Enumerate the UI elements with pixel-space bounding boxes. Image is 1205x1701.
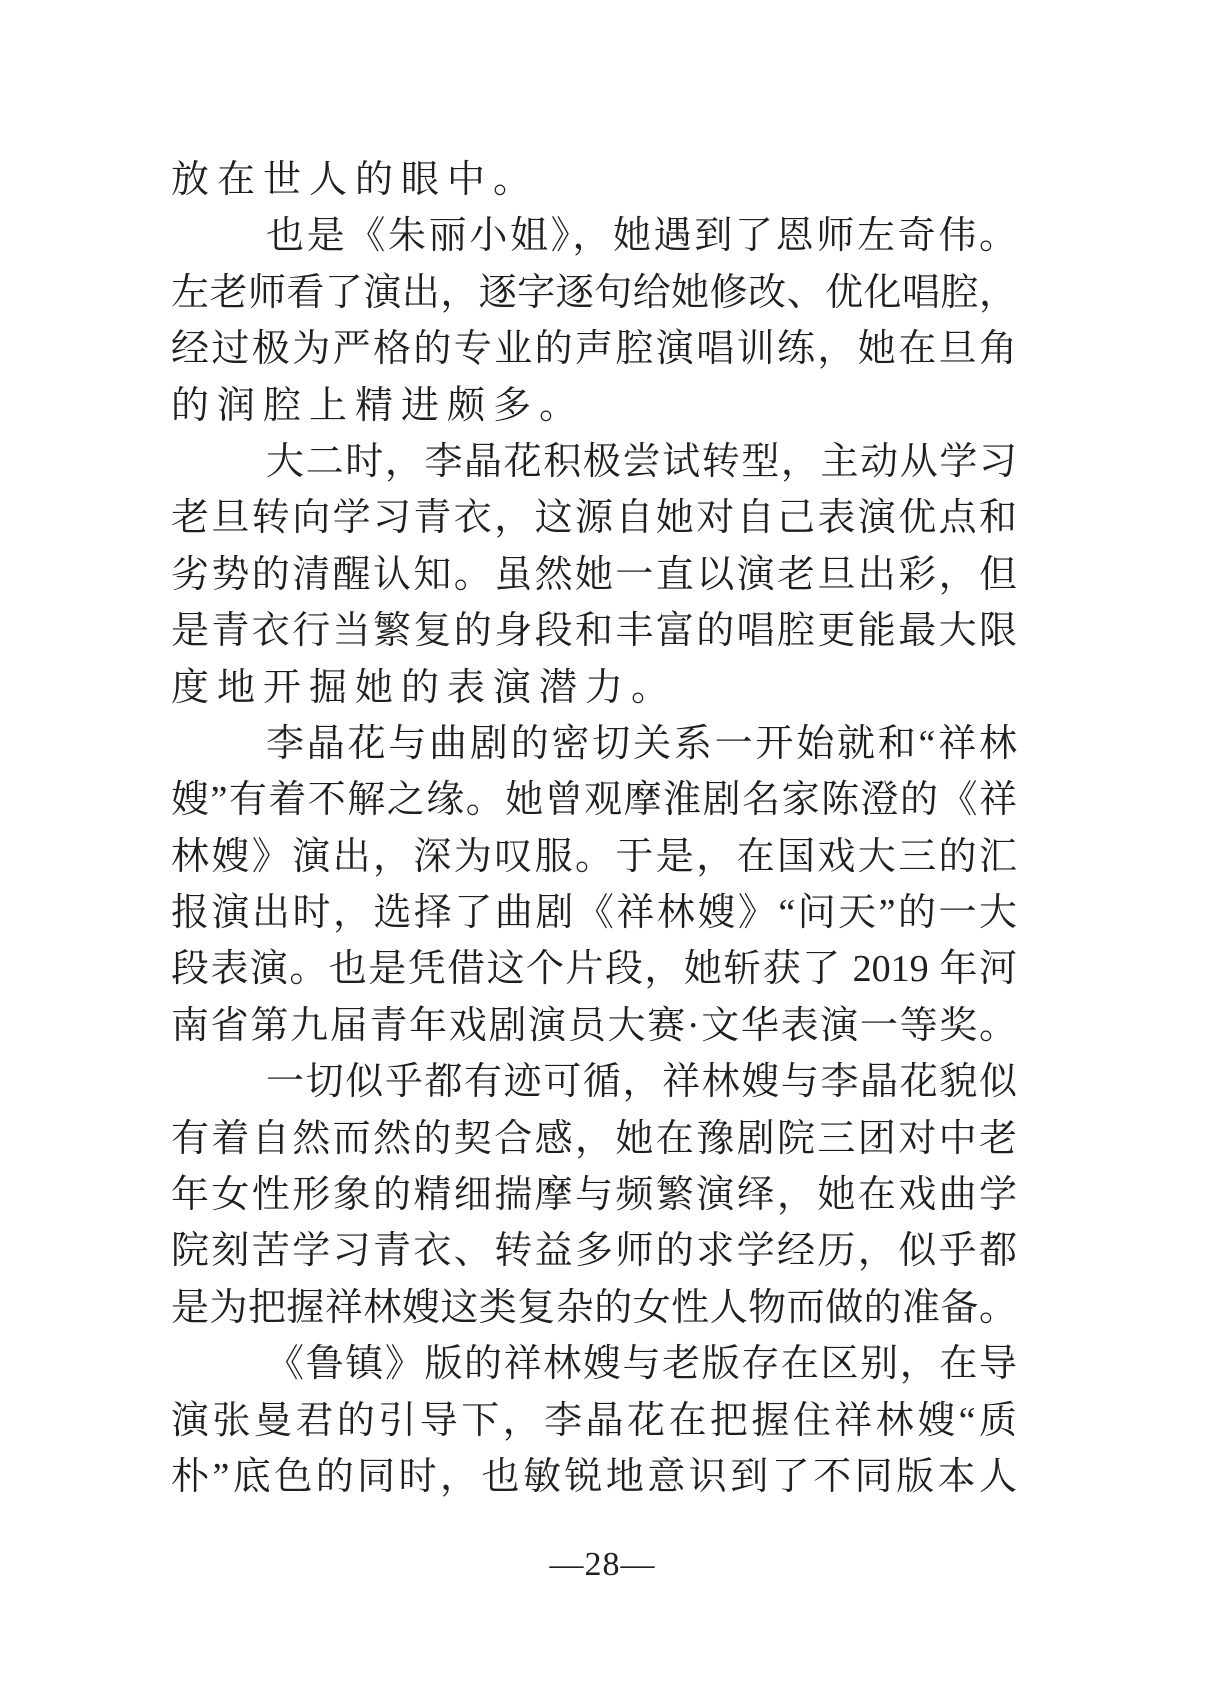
text-line: 李晶花与曲剧的密切关系一开始就和“祥林 [266, 722, 1017, 765]
text-line: 嫂”有着不解之缘。她曾观摩淮剧名家陈澄的《祥 [171, 779, 1017, 822]
text-line: 老旦转向学习青衣，这源自她对自己表演优点和 [171, 497, 1017, 540]
text-line: 大二时，李晶花积极尝试转型，主动从学习 [266, 440, 1017, 483]
text-line: 经过极为严格的专业的声腔演唱训练，她在旦角 [171, 328, 1017, 371]
text-line: 演张曼君的引导下，李晶花在把握住祥林嫂“质 [171, 1399, 1017, 1442]
text-line: 一切似乎都有迹可循，祥林嫂与李晶花貌似 [266, 1061, 1017, 1104]
text-line: 《鲁镇》版的祥林嫂与老版存在区别，在导 [266, 1343, 1017, 1386]
text-line: 劣势的清醒认知。虽然她一直以演老旦出彩，但 [171, 553, 1017, 596]
text-line: 左老师看了演出，逐字逐句给她修改、优化唱腔， [171, 271, 1017, 314]
text-line: 林嫂》演出，深为叹服。于是，在国戏大三的汇 [171, 835, 1017, 878]
text-line: 放在世人的眼中。 [171, 159, 540, 201]
text-line: 度地开掘她的表演潜力。 [171, 666, 678, 709]
text-line: 年女性形象的精细揣摩与频繁演绎，她在戏曲学 [171, 1174, 1017, 1217]
text-line: 南省第九届青年戏剧演员大赛·文华表演一等奖。 [171, 1004, 1017, 1047]
text-line: 报演出时，选择了曲剧《祥林嫂》“问天”的一大 [171, 892, 1017, 935]
text-line: 有着自然而然的契合感，她在豫剧院三团对中老 [171, 1117, 1017, 1160]
text-line: 段表演。也是凭借这个片段，她斩获了 2019 年河 [171, 948, 1017, 991]
page-number: —28— [549, 1546, 656, 1583]
page-body [171, 152, 1017, 1505]
text-line: 是青衣行当繁复的身段和丰富的唱腔更能最大限 [171, 610, 1017, 653]
text-line: 是为把握祥林嫂这类复杂的女性人物而做的准备。 [171, 1286, 1017, 1329]
text-line: 院刻苦学习青衣、转益多师的求学经历，似乎都 [171, 1230, 1017, 1273]
text-line: 也是《朱丽小姐》，她遇到了恩师左奇伟。 [266, 215, 1017, 258]
text-line: 朴”底色的同时，也敏锐地意识到了不同版本人 [171, 1455, 1017, 1498]
text-line: 的润腔上精进颇多。 [171, 384, 586, 427]
